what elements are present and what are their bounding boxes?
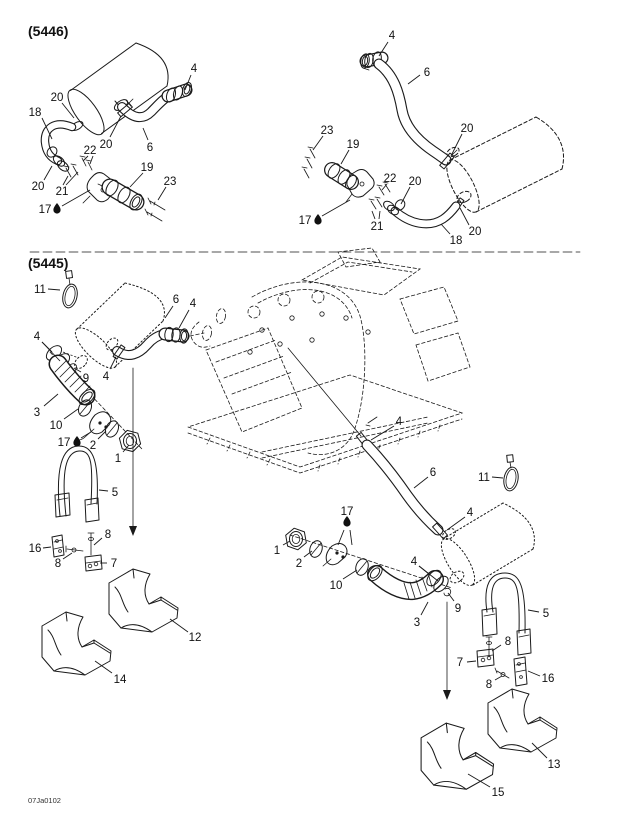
screws-23	[145, 198, 165, 221]
callout-label: 19	[140, 162, 154, 174]
callout-label: 6	[146, 142, 154, 154]
leader-line	[447, 517, 465, 530]
leader-line	[468, 774, 490, 787]
callout-label: 14	[113, 674, 127, 686]
support-block-14	[42, 612, 111, 675]
callout-10	[50, 409, 78, 432]
callout-label: 15	[491, 787, 505, 799]
callout-label: 4	[410, 556, 418, 568]
callout-label: 6	[172, 294, 180, 306]
callout-label: 20	[468, 226, 482, 238]
callout-6	[165, 294, 179, 318]
callout-8	[486, 676, 502, 691]
callout-9	[448, 593, 461, 615]
callout-label: 20	[31, 181, 45, 193]
callout-label: 17	[57, 437, 71, 449]
coupling-4-5446-left	[165, 81, 193, 103]
callout-21	[56, 172, 78, 198]
callout-label: 4	[388, 30, 396, 42]
callout-label: 20	[460, 123, 474, 135]
hose-6-5446-right	[379, 64, 457, 169]
callout-label: 4	[190, 63, 198, 75]
screw-8	[66, 546, 83, 552]
callout-label: 7	[456, 657, 464, 669]
leader-line	[414, 477, 428, 488]
callout-4	[371, 416, 403, 440]
screws-21	[369, 197, 382, 209]
cable-tie-11-right	[502, 455, 520, 492]
engine	[188, 248, 470, 473]
leader-line	[350, 530, 352, 545]
leader-line	[179, 310, 189, 328]
callout-22	[83, 145, 96, 164]
callout-label: 4	[395, 416, 403, 428]
leader-line	[99, 490, 108, 491]
callout-label: 10	[329, 580, 343, 592]
leader-line	[408, 75, 420, 84]
callout-label: 17	[340, 506, 354, 518]
callout-8	[94, 529, 111, 545]
callout-label: 17	[38, 204, 52, 216]
callout-19	[341, 139, 359, 164]
muffler-5446-left	[62, 43, 168, 140]
callout-label: 11	[34, 284, 46, 296]
callout-label: 16	[28, 543, 42, 555]
callout-label: 2	[295, 558, 303, 570]
leader-line	[170, 619, 188, 632]
callout-label: 4	[102, 371, 110, 383]
nut-1	[119, 430, 140, 451]
callout-label: 5	[542, 608, 550, 620]
mount-hardware-right	[477, 637, 527, 686]
callout-18	[441, 224, 462, 247]
screws-23	[302, 147, 315, 178]
cable-tie-11-left	[61, 271, 80, 310]
leader-line	[94, 538, 102, 545]
callout-label: 22	[83, 145, 97, 157]
callout-label: 16	[541, 673, 555, 685]
callout-2	[90, 431, 106, 452]
support-block-13	[488, 689, 557, 752]
callout-14	[95, 661, 127, 686]
callout-4	[379, 30, 396, 56]
bracket-7	[477, 649, 494, 667]
callout-8	[492, 636, 511, 651]
callout-21	[371, 211, 384, 233]
callout-10	[330, 570, 357, 592]
callout-label: 10	[49, 420, 63, 432]
callout-label: 4	[189, 298, 197, 310]
callout-label: 9	[454, 603, 462, 615]
leader-line	[44, 394, 58, 406]
leader-line	[372, 211, 375, 219]
callout-label: 21	[370, 221, 384, 233]
figure-code: 07Ja0102	[28, 796, 61, 805]
leader-line	[379, 211, 380, 219]
callout-label: 18	[449, 235, 463, 247]
leader-line	[528, 671, 540, 676]
leader-line	[451, 134, 462, 156]
leader-line	[48, 289, 60, 290]
callout-6	[408, 67, 430, 84]
callout-2	[296, 551, 312, 570]
callout-label: 6	[423, 67, 431, 79]
callout-label: 8	[485, 679, 493, 691]
callout-label: 1	[114, 453, 122, 465]
callout-19	[130, 162, 153, 187]
grease-droplet-icon	[314, 214, 321, 225]
leader-line	[43, 547, 51, 548]
hose-6-5445-left	[113, 334, 165, 359]
leader-line	[441, 224, 450, 234]
leader-line	[492, 477, 503, 478]
support-block-12	[109, 569, 178, 632]
callout-label: 4	[33, 331, 41, 343]
leader-line	[448, 593, 454, 601]
callout-7	[100, 558, 117, 570]
muffler-5446-right	[440, 117, 563, 217]
bracket-16	[52, 535, 64, 557]
callout-label: 20	[50, 92, 64, 104]
leader-line	[64, 409, 78, 419]
callout-12	[170, 619, 201, 644]
callout-7	[457, 657, 476, 669]
tailpipe-18-5446-right	[382, 198, 456, 224]
leader-line	[143, 128, 148, 140]
leader-line	[343, 570, 357, 579]
section-label-5446: (5446)	[28, 23, 69, 39]
leader-line	[165, 306, 173, 318]
grease-droplet-icon	[73, 436, 80, 447]
leader-line	[90, 156, 93, 164]
screw-8	[486, 637, 492, 657]
callout-label: 23	[163, 176, 177, 188]
callout-3	[414, 602, 428, 629]
callout-label: 12	[188, 632, 202, 644]
callout-label: 8	[104, 529, 112, 541]
grease-droplet-icon	[53, 203, 60, 214]
callout-label: 3	[413, 617, 421, 629]
callout-label: 9	[82, 373, 90, 385]
leader-line	[44, 166, 52, 180]
callout-label: 6	[429, 467, 437, 479]
callout-4	[103, 357, 116, 383]
muffler-5445-right	[435, 503, 534, 590]
callout-22	[382, 173, 396, 190]
callout-20	[460, 208, 481, 238]
callout-label: 21	[55, 186, 69, 198]
support-block-15	[421, 723, 493, 789]
section-label-5445: (5445)	[28, 255, 69, 271]
engine-connection-line	[288, 348, 361, 436]
callout-6	[143, 128, 153, 154]
assembly-arrow-left	[129, 368, 137, 536]
leader-line	[460, 208, 469, 225]
leader-line	[158, 187, 166, 200]
leader-line	[467, 661, 476, 662]
callout-11	[478, 472, 503, 484]
callout-5	[99, 487, 118, 499]
leader-line	[313, 136, 323, 150]
leader-line	[322, 200, 350, 216]
leader-line	[66, 172, 78, 185]
callout-16	[528, 671, 554, 685]
coupling-4-5445-left	[164, 327, 204, 344]
callout-label: 4	[466, 507, 474, 519]
bracket-19-hardware-5446-right	[302, 147, 390, 209]
callout-label: 22	[383, 173, 397, 185]
screws-21	[64, 164, 78, 177]
callout-label: 8	[54, 558, 62, 570]
callout-label: 17	[298, 215, 312, 227]
callout-11	[34, 284, 60, 296]
callout-16	[29, 543, 51, 555]
leader-line	[495, 676, 502, 680]
callout-5	[528, 608, 549, 620]
callout-label: 8	[504, 636, 512, 648]
leader-line	[130, 173, 143, 187]
callout-17	[338, 506, 353, 545]
leader-line	[528, 610, 539, 612]
callout-label: 1	[273, 545, 281, 557]
callout-4	[179, 298, 197, 328]
strap-5-left	[55, 446, 99, 522]
callout-label: 5	[111, 487, 119, 499]
callout-20	[401, 176, 421, 204]
callout-label: 13	[547, 759, 561, 771]
leader-line	[95, 661, 112, 673]
screw-8	[88, 533, 94, 555]
callout-label: 18	[28, 107, 42, 119]
assembly-arrow-right	[443, 602, 451, 700]
callout-4	[447, 507, 474, 530]
callout-label: 19	[346, 139, 360, 151]
callout-label: 3	[33, 407, 41, 419]
callout-13	[532, 743, 560, 771]
callout-label: 23	[320, 125, 334, 137]
callout-label: 7	[110, 558, 118, 570]
callout-6	[414, 467, 436, 488]
leader-line	[338, 530, 344, 545]
muffler-5445-left	[63, 283, 164, 374]
callout-label: 20	[99, 139, 113, 151]
callout-label: 2	[89, 440, 97, 452]
leader-line	[81, 432, 91, 438]
callout-20	[451, 123, 473, 156]
leader-line	[341, 150, 349, 164]
callout-label: 11	[478, 472, 490, 484]
callout-label: 20	[408, 176, 422, 188]
flex-pipe-assembly-5445-mid	[286, 528, 452, 599]
callout-20	[32, 166, 52, 193]
callout-3	[34, 394, 58, 419]
leader-line	[492, 645, 501, 651]
callout-23	[158, 176, 176, 200]
callout-23	[313, 125, 333, 150]
leader-line	[421, 602, 428, 615]
callout-17	[299, 200, 350, 227]
leader-line	[401, 187, 410, 204]
